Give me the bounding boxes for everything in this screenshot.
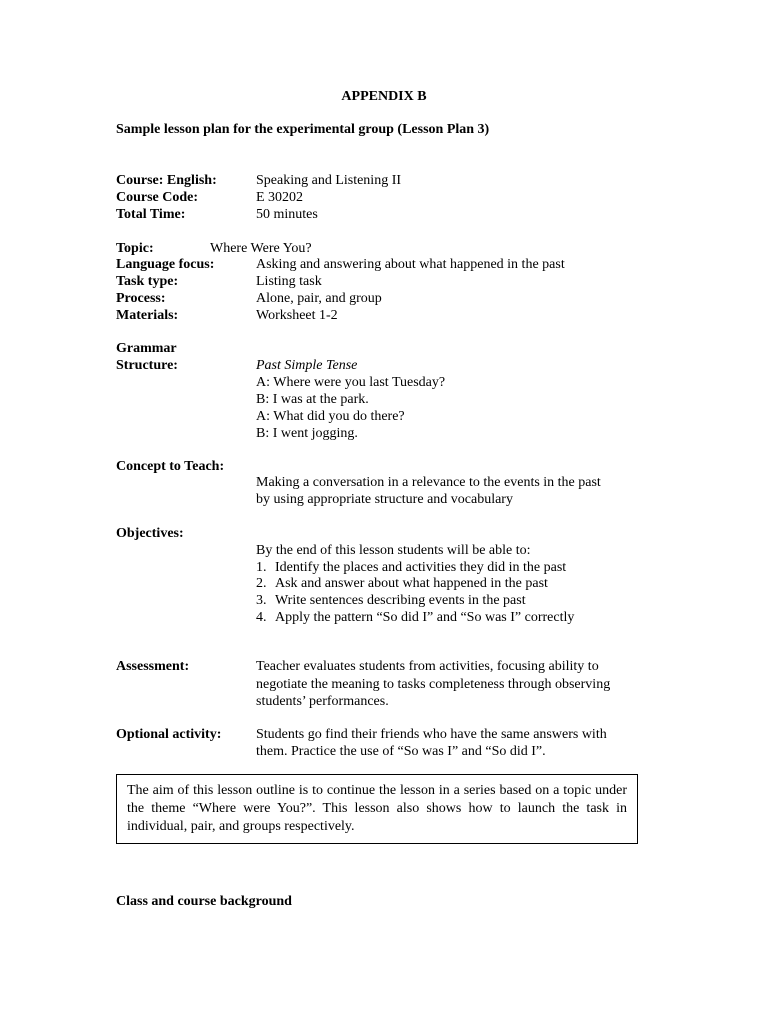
objective-number: 1. xyxy=(256,560,267,575)
objectives-intro: By the end of this lesson students will be able to: xyxy=(256,543,531,558)
topic-label: Topic: xyxy=(116,241,154,256)
objective-item: Ask and answer about what happened in the past xyxy=(275,576,548,591)
lesson-aim-box xyxy=(116,774,638,844)
task-type-label: Task type: xyxy=(116,274,179,289)
optional-activity-line: them. Practice the use of “So was I” and “So did I”. xyxy=(256,744,546,759)
course-code-value: E 30202 xyxy=(256,190,304,205)
assessment-line: Teacher evaluates students from activities, focusing ability to xyxy=(256,659,599,674)
objective-number: 4. xyxy=(256,610,267,625)
process-label: Process: xyxy=(116,291,166,306)
section-heading: Class and course background xyxy=(116,894,292,909)
appendix-title: APPENDIX B xyxy=(341,89,427,104)
total-time-value: 50 minutes xyxy=(256,207,318,222)
concept-line: by using appropriate structure and vocabulary xyxy=(256,492,513,507)
dialogue-line: B: I was at the park. xyxy=(256,392,369,407)
objective-item: Write sentences describing events in the past xyxy=(275,593,526,608)
assessment-line: negotiate the meaning to tasks completeness through observing xyxy=(256,677,611,692)
course-value: Speaking and Listening II xyxy=(256,173,402,188)
materials-value: Worksheet 1-2 xyxy=(256,308,338,323)
lesson-aim-text: The aim of this lesson outline is to continue the lesson in a series based on a topic under the theme “Where were You?”. This lesson also shows how to launch the task in individual, pair, and groups respectively. xyxy=(127,783,627,834)
objectives-label: Objectives: xyxy=(116,526,184,541)
lesson-plan-subtitle: Sample lesson plan for the experimental group (Lesson Plan 3) xyxy=(116,122,490,137)
language-focus-value: Asking and answering about what happened in the past xyxy=(256,257,565,272)
grammar-tense: Past Simple Tense xyxy=(256,358,358,373)
optional-activity-line: Students go find their friends who have the same answers with xyxy=(256,727,607,742)
language-focus-label: Language focus: xyxy=(116,257,215,272)
total-time-label: Total Time: xyxy=(116,207,186,222)
assessment-line: students’ performances. xyxy=(256,694,389,709)
objective-item: Apply the pattern “So did I” and “So was I” correctly xyxy=(275,610,575,625)
dialogue-line: A: Where were you last Tuesday? xyxy=(256,375,446,390)
objective-number: 2. xyxy=(256,576,267,591)
task-type-value: Listing task xyxy=(256,274,322,289)
course-code-label: Course Code: xyxy=(116,190,199,205)
grammar-label: Grammar xyxy=(116,341,177,356)
assessment-label: Assessment: xyxy=(116,659,190,674)
concept-line: Making a conversation in a relevance to the events in the past xyxy=(256,475,601,490)
dialogue-line: B: I went jogging. xyxy=(256,426,358,441)
structure-label: Structure: xyxy=(116,358,178,373)
objective-number: 3. xyxy=(256,593,267,608)
dialogue-line: A: What did you do there? xyxy=(256,409,405,424)
optional-activity-label: Optional activity: xyxy=(116,727,222,742)
topic-value: Where Were You? xyxy=(210,241,312,256)
process-value: Alone, pair, and group xyxy=(256,291,382,306)
materials-label: Materials: xyxy=(116,308,179,323)
objective-item: Identify the places and activities they did in the past xyxy=(275,560,567,575)
concept-label: Concept to Teach: xyxy=(116,459,225,474)
course-label: Course: English: xyxy=(116,173,217,188)
